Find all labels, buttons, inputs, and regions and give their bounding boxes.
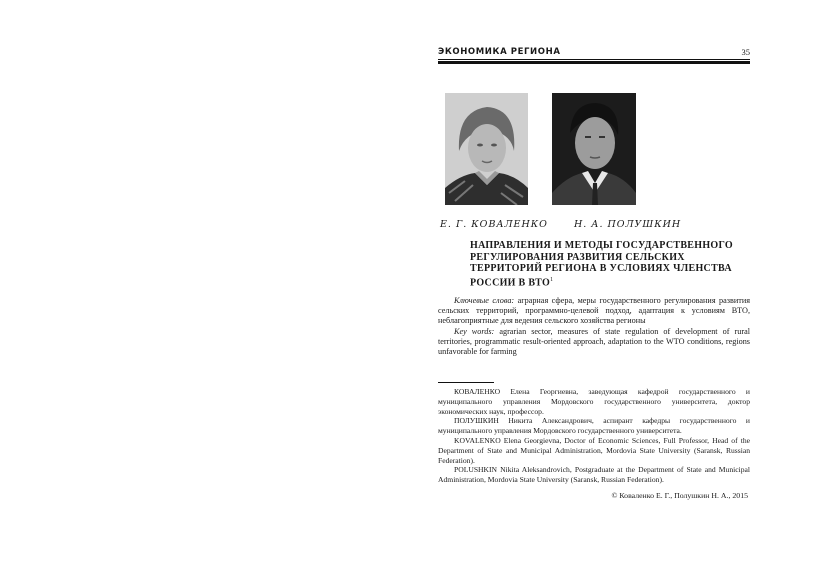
keywords-en-label: Key words: — [454, 326, 495, 336]
footnote: КОВАЛЕНКО Елена Георгиевна, заведующая кафедрой государственного и муниципального управления Мордовского государственного университета, доктор экономических наук, профессор. — [438, 387, 750, 416]
footnote: POLUSHKIN Nikita Aleksandrovich, Postgraduate at the Department of State and Municipal Administration, Mordovia State University (Saransk, Russian Federation). — [438, 465, 750, 485]
running-header — [438, 44, 750, 57]
header-rule-thin — [438, 59, 750, 60]
footnote: KOVALENKO Elena Georgievna, Doctor of Economic Sciences, Full Professor, Head of the Department of State and Municipal Administration, Mordovia State University (Saransk, Russian Federation). — [438, 435, 750, 465]
title-footnote-mark: 1 — [550, 276, 554, 283]
journal-page — [438, 44, 750, 500]
author-photos — [445, 93, 745, 205]
copyright-line: © Коваленко Е. Г., Полушкин Н. А., 2015 — [611, 491, 748, 500]
keywords-ru-text: аграрная сфера, меры государственного регулирования развития сельских территорий, программно-целевой подход, адаптация к условиям ВТО, неблагоприятные для ведения сельского хозяйства регионы — [438, 296, 750, 326]
header-rule-thick — [438, 61, 750, 64]
keywords-en-text: agrarian sector, measures of state regulation of development of rural territories, programmatic result-oriented approach, adaptation to the WTO conditions, regions unfavorable for farming — [438, 326, 750, 357]
journal-title: ЭКОНОМИКА РЕГИОНА — [438, 47, 561, 57]
footnote: ПОЛУШКИН Никита Александрович, аспирант кафедры государственного и муниципального управления Мордовского государственного университета. — [438, 416, 750, 436]
keywords-ru-label: Ключевые слова: — [454, 296, 515, 305]
author-footnotes — [438, 387, 750, 485]
page-number: 35 — [741, 47, 750, 57]
author-name: Н. А. ПОЛУШКИН — [573, 219, 682, 230]
author-photo-kovalenko — [445, 93, 528, 205]
article-title — [470, 240, 750, 288]
author-names — [440, 219, 703, 230]
author-photo-polushkin — [552, 93, 636, 205]
author-name: Е. Г. КОВАЛЕНКО — [440, 219, 548, 230]
keywords-en — [438, 327, 750, 358]
article-title-text: НАПРАВЛЕНИЯ И МЕТОДЫ ГОСУДАРСТВЕННОГО РЕГУЛИРОВАНИЯ РАЗВИТИЯ СЕЛЬСКИХ ТЕРРИТОРИЙ РЕГИОНА В УСЛОВИЯХ ЧЛЕНСТВА РОССИИ В ВТО — [470, 240, 733, 288]
keywords-ru — [438, 296, 750, 327]
footnote-rule — [438, 382, 494, 383]
keywords-block — [438, 296, 750, 357]
